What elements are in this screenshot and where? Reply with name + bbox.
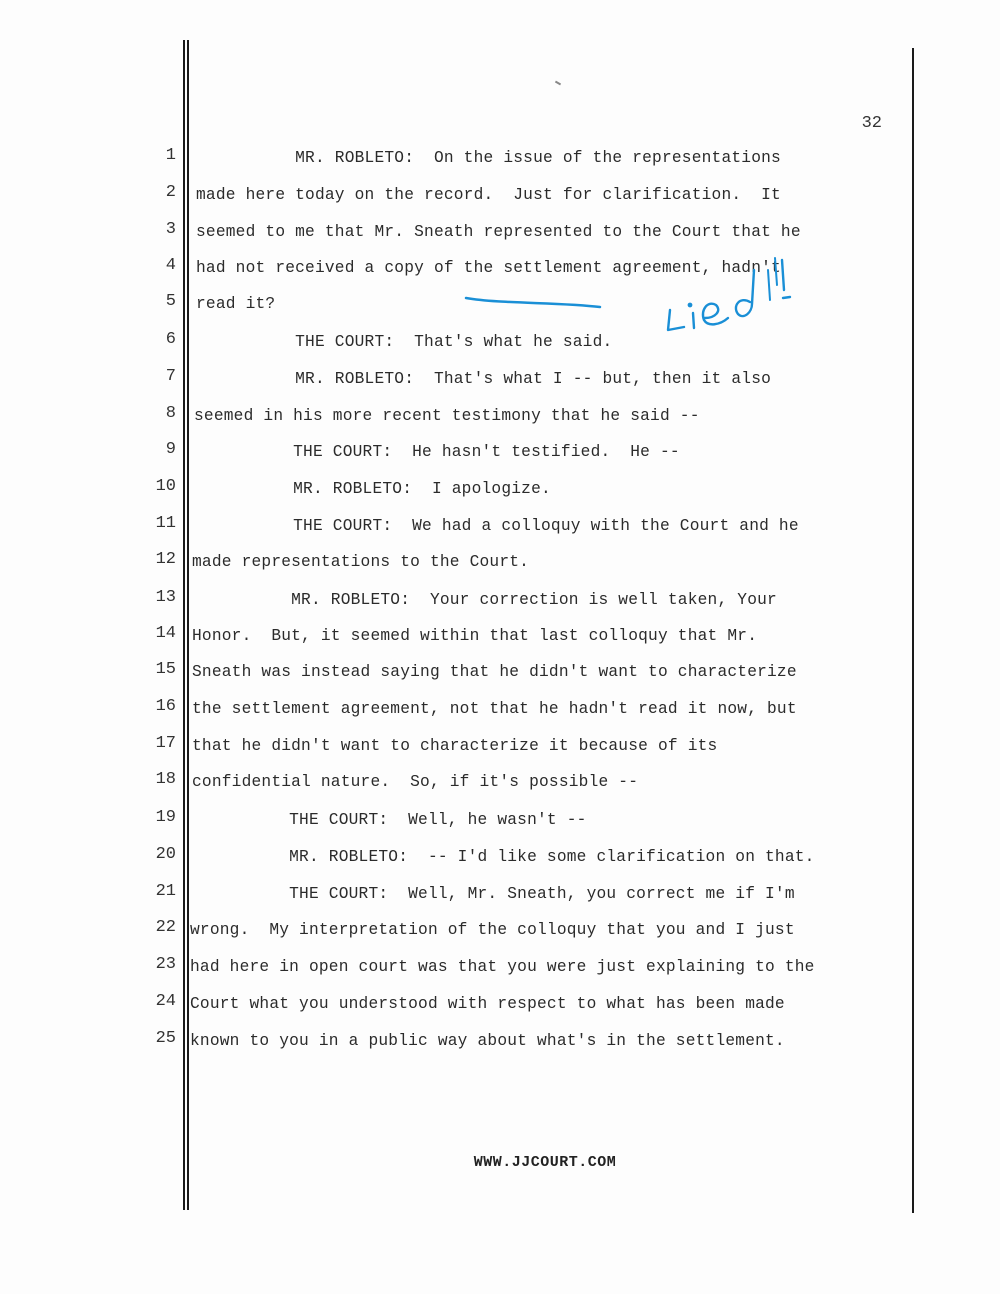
line-text: read it? (196, 295, 276, 313)
line-number: 20 (155, 845, 176, 864)
scan-mark (555, 81, 561, 86)
transcript-line (0, 292, 1000, 328)
transcript-line (0, 146, 1000, 182)
transcript-line (0, 697, 1000, 733)
line-text: Court what you understood with respect to what has been made (190, 995, 785, 1013)
footer (0, 1154, 1000, 1171)
line-number: 8 (165, 404, 176, 423)
line-number: 2 (165, 183, 176, 202)
line-number: 25 (155, 1029, 176, 1048)
line-text: THE COURT: Well, he wasn't -- (190, 811, 587, 829)
transcript-line (0, 992, 1000, 1028)
line-text: that he didn't want to characterize it because of its (192, 737, 718, 755)
transcript-line (0, 955, 1000, 991)
transcript-line (0, 918, 1000, 954)
transcript-line (0, 330, 1000, 366)
line-text: made representations to the Court. (192, 553, 530, 571)
line-text: MR. ROBLETO: That's what I -- but, then it also (196, 370, 772, 388)
transcript-line (0, 404, 1000, 440)
transcript-line (0, 550, 1000, 586)
line-number: 9 (165, 440, 176, 459)
transcript-line (0, 882, 1000, 918)
line-number: 13 (155, 588, 176, 607)
page-number: 32 (861, 114, 882, 133)
transcript-line (0, 624, 1000, 660)
line-number: 18 (155, 770, 176, 789)
line-number: 24 (155, 992, 176, 1011)
transcript-line (0, 845, 1000, 881)
line-number: 16 (155, 697, 176, 716)
transcript-line (0, 808, 1000, 844)
transcript-line (0, 477, 1000, 513)
line-text: made here today on the record. Just for clarification. It (196, 186, 781, 204)
line-number: 11 (155, 514, 176, 533)
transcript-line (0, 514, 1000, 550)
line-text: THE COURT: That's what he said. (196, 333, 613, 351)
line-text: known to you in a public way about what's in the settlement. (190, 1032, 785, 1050)
line-number: 7 (165, 367, 176, 386)
line-number: 5 (165, 292, 176, 311)
transcript-line (0, 220, 1000, 256)
line-number: 12 (155, 550, 176, 569)
line-text: MR. ROBLETO: On the issue of the representations (196, 149, 781, 167)
line-number: 19 (155, 808, 176, 827)
line-text: had here in open court was that you were just explaining to the (190, 958, 815, 976)
line-text: seemed in his more recent testimony that he said -- (194, 407, 700, 425)
transcript-line (0, 770, 1000, 806)
line-number: 10 (155, 477, 176, 496)
transcript-line (0, 183, 1000, 219)
line-text: Sneath was instead saying that he didn't want to characterize (192, 663, 797, 681)
transcript-line (0, 367, 1000, 403)
line-text: MR. ROBLETO: -- I'd like some clarification on that. (190, 848, 815, 866)
transcript-line (0, 440, 1000, 476)
line-text: seemed to me that Mr. Sneath represented to the Court that he (196, 223, 801, 241)
line-number: 23 (155, 955, 176, 974)
line-number: 14 (155, 624, 176, 643)
line-text: THE COURT: He hasn't testified. He -- (194, 443, 680, 461)
transcript-line (0, 256, 1000, 292)
line-text: wrong. My interpretation of the colloquy that you and I just (190, 921, 795, 939)
line-text: had not received a copy of the settlement agreement, hadn't (196, 259, 781, 277)
line-number: 3 (165, 220, 176, 239)
line-number: 1 (165, 146, 176, 165)
line-number: 22 (155, 918, 176, 937)
footer-website: WWW.JJCOURT.COM (473, 1154, 617, 1171)
line-text: the settlement agreement, not that he hadn't read it now, but (192, 700, 797, 718)
line-number: 15 (155, 660, 176, 679)
line-number: 6 (165, 330, 176, 349)
transcript-line (0, 1029, 1000, 1065)
line-text: confidential nature. So, if it's possible -- (192, 773, 639, 791)
transcript-line (0, 734, 1000, 770)
line-text: Honor. But, it seemed within that last colloquy that Mr. (192, 627, 758, 645)
transcript-line (0, 588, 1000, 624)
line-number: 17 (155, 734, 176, 753)
transcript-line (0, 660, 1000, 696)
line-text: THE COURT: We had a colloquy with the Court and he (194, 517, 799, 535)
line-text: MR. ROBLETO: Your correction is well taken, Your (192, 591, 777, 609)
line-text: THE COURT: Well, Mr. Sneath, you correct me if I'm (190, 885, 795, 903)
line-text: MR. ROBLETO: I apologize. (194, 480, 551, 498)
line-number: 21 (155, 882, 176, 901)
line-number: 4 (165, 256, 176, 275)
